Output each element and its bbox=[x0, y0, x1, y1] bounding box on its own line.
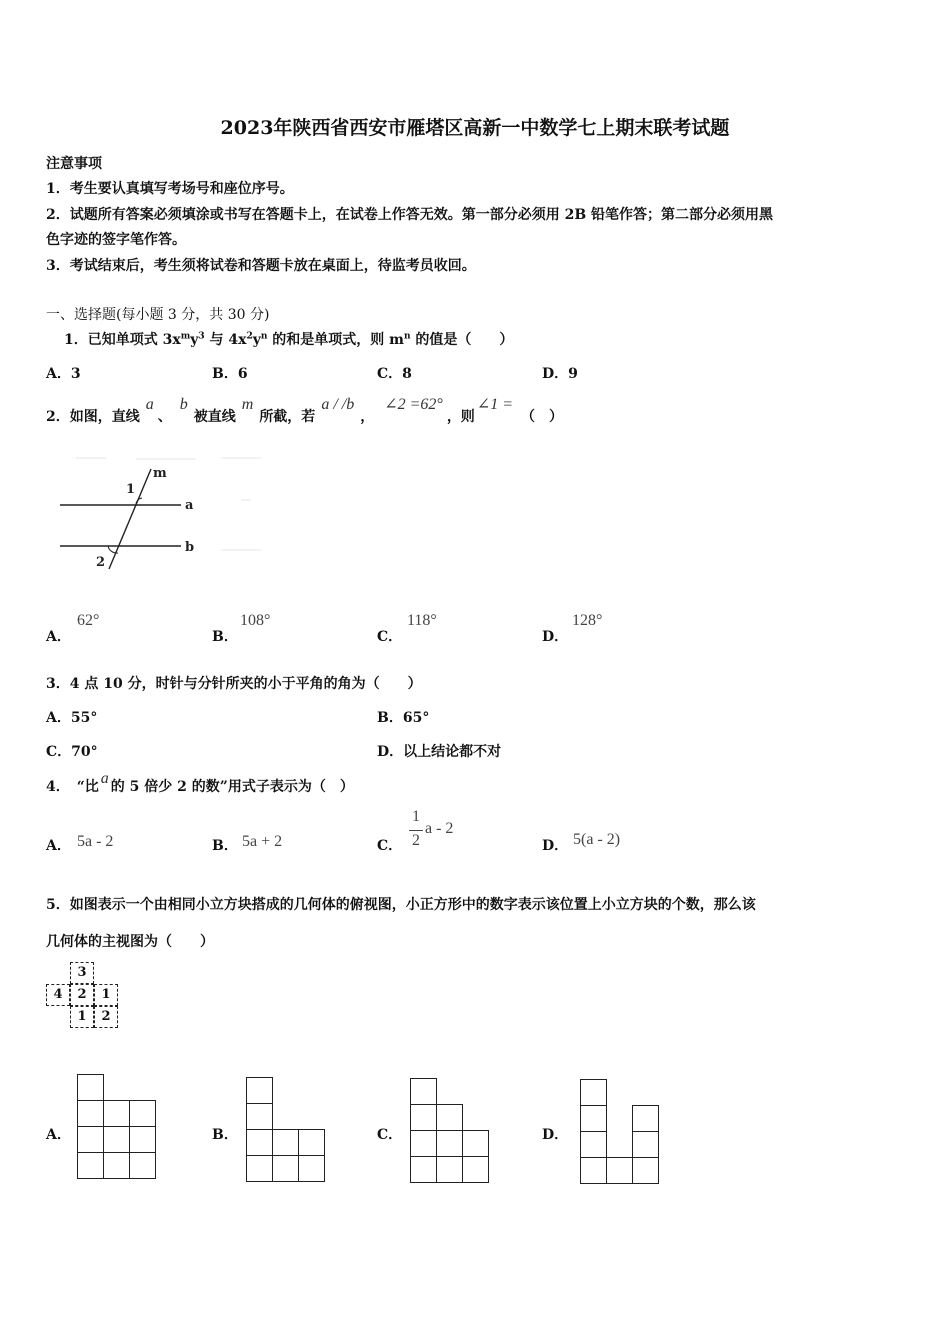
q1-sup-2: 3 bbox=[198, 331, 205, 342]
page-title: 2023年陕西省西安市雁塔区高新一中数学七上期末联考试题 bbox=[220, 117, 730, 139]
label-a: a bbox=[185, 498, 194, 513]
notice-item-1: 1．考生要认真填写考场号和座位序号。 bbox=[46, 181, 294, 197]
label-1: 1 bbox=[126, 482, 136, 497]
q2-condition: a / /b bbox=[321, 396, 355, 413]
q2-p5: ， bbox=[360, 409, 375, 425]
grid-number: 1 bbox=[77, 1009, 87, 1024]
q4-p2: 的 5 倍少 2 的数”用式子表示为（ ） bbox=[110, 779, 354, 795]
q1-sup-5: n bbox=[404, 331, 411, 342]
cube bbox=[298, 1129, 325, 1156]
cube bbox=[246, 1077, 273, 1104]
grid-number: 1 bbox=[101, 987, 111, 1002]
question-4 bbox=[46, 768, 354, 794]
cube bbox=[580, 1105, 607, 1132]
q5-option-d-front-view bbox=[580, 1079, 662, 1187]
cube bbox=[632, 1157, 659, 1184]
q5-top-view bbox=[46, 960, 126, 1030]
cube bbox=[580, 1131, 607, 1158]
q2-p6: ，则 bbox=[446, 409, 475, 425]
q4-p1: 4． “比 bbox=[46, 779, 99, 795]
cube bbox=[246, 1103, 273, 1130]
q5-option-c-front-view bbox=[410, 1078, 492, 1186]
q2-figure bbox=[46, 455, 276, 585]
cube bbox=[77, 1074, 104, 1101]
cube bbox=[103, 1100, 130, 1127]
q2-var-b: b bbox=[179, 396, 188, 413]
q2-option-c-value: 118° bbox=[407, 612, 437, 629]
q2-p4: 所截，若 bbox=[259, 409, 316, 425]
grid-number: 2 bbox=[101, 1009, 111, 1024]
cube bbox=[606, 1157, 633, 1184]
cube bbox=[77, 1152, 104, 1179]
q1-text-f: 的值是（ ） bbox=[410, 332, 514, 348]
q2-angle-1: ∠1 = bbox=[476, 396, 514, 413]
cube bbox=[272, 1129, 299, 1156]
cube bbox=[410, 1104, 437, 1131]
q1-option-d: D．9 bbox=[542, 366, 578, 382]
label-2: 2 bbox=[96, 555, 106, 570]
q5-option-c-label: C． bbox=[377, 1127, 403, 1143]
q5-option-a-front-view bbox=[77, 1074, 159, 1182]
q1-sup-4: n bbox=[260, 331, 268, 342]
question-2 bbox=[46, 394, 563, 424]
q2-p7: （ ） bbox=[521, 409, 564, 425]
cube bbox=[632, 1105, 659, 1132]
question-5-line-1: 5．如图表示一个由相同小立方块搭成的几何体的俯视图，小正方形中的数字表示该位置上小立方块的个数，那么该 bbox=[46, 897, 756, 913]
q2-var-a: a bbox=[145, 396, 154, 413]
q2-option-a-value: 62° bbox=[77, 612, 100, 629]
q1-option-a: A．3 bbox=[46, 366, 81, 382]
q3-option-b: B．65° bbox=[377, 710, 430, 726]
q1-text-d: y bbox=[252, 332, 261, 348]
q4-option-a-value: 5a - 2 bbox=[77, 833, 114, 850]
cube bbox=[77, 1126, 104, 1153]
question-1 bbox=[64, 329, 513, 349]
q1-text-a: 1．已知单项式 3x bbox=[64, 332, 181, 348]
q4-var-a: a bbox=[100, 770, 109, 787]
cube bbox=[246, 1155, 273, 1182]
cube bbox=[246, 1129, 273, 1156]
q4-option-d-label: D． bbox=[542, 838, 569, 854]
q2-option-d-value: 128° bbox=[572, 612, 603, 629]
cube bbox=[580, 1079, 607, 1106]
notice-item-2: 2．试题所有答案必须填涂或书写在答题卡上，在试卷上作答无效。第一部分必须用 2B 铅笔作答；第二部分必须用黑 bbox=[46, 207, 774, 223]
q4-option-c-label: C． bbox=[377, 838, 403, 854]
q1-sup-1: m bbox=[180, 331, 191, 342]
q2-p1: 2．如图，直线 bbox=[46, 409, 140, 425]
cube bbox=[436, 1104, 463, 1131]
label-b: b bbox=[185, 540, 195, 555]
cube bbox=[436, 1130, 463, 1157]
q4-option-c-fraction-bar bbox=[409, 830, 423, 831]
q5-option-a-label: A． bbox=[46, 1127, 71, 1143]
q4-option-b-value: 5a + 2 bbox=[242, 833, 283, 850]
q2-option-b-label: B． bbox=[212, 629, 238, 645]
q2-p3: 被直线 bbox=[193, 409, 236, 425]
cube bbox=[103, 1152, 130, 1179]
q4-option-c-rest: a - 2 bbox=[425, 820, 454, 837]
question-5-line-2: 几何体的主视图为（ ） bbox=[46, 934, 214, 950]
cube bbox=[632, 1131, 659, 1158]
cube bbox=[129, 1100, 156, 1127]
cube bbox=[103, 1126, 130, 1153]
q4-option-c-numerator: 1 bbox=[412, 808, 420, 825]
q5-option-d-label: D． bbox=[542, 1127, 569, 1143]
q1-option-c: C．8 bbox=[377, 366, 412, 382]
cube bbox=[580, 1157, 607, 1184]
grid-number: 3 bbox=[77, 965, 87, 980]
q1-text-c: 与 4x bbox=[204, 332, 247, 348]
q2-option-b-value: 108° bbox=[240, 612, 271, 629]
q2-option-d-label: D． bbox=[542, 629, 569, 645]
grid-number: 4 bbox=[53, 987, 63, 1002]
notice-item-3: 3．考试结束后，考生须将试卷和答题卡放在桌面上，待监考员收回。 bbox=[46, 258, 476, 274]
q2-angle-2: ∠2 =62° bbox=[384, 396, 443, 413]
q3-option-c: C．70° bbox=[46, 744, 98, 760]
section-heading: 一、选择题(每小题 3 分，共 30 分) bbox=[46, 307, 270, 323]
cube bbox=[436, 1156, 463, 1183]
q1-option-b: B．6 bbox=[212, 366, 248, 382]
q1-text-e: 的和是单项式，则 m bbox=[267, 332, 404, 348]
notice-item-2-cont: 色字迹的签字笔作答。 bbox=[46, 232, 186, 248]
cube bbox=[129, 1126, 156, 1153]
cube bbox=[77, 1100, 104, 1127]
q4-option-d-value: 5(a - 2) bbox=[573, 831, 621, 848]
q4-option-b-label: B． bbox=[212, 838, 238, 854]
q1-text-b: y bbox=[190, 332, 199, 348]
q4-option-a-label: A． bbox=[46, 838, 71, 854]
cube bbox=[129, 1152, 156, 1179]
q2-p2: 、 bbox=[157, 409, 172, 425]
cube bbox=[410, 1130, 437, 1157]
cube bbox=[462, 1156, 489, 1183]
label-m: m bbox=[153, 466, 167, 481]
q4-option-c-denominator: 2 bbox=[412, 832, 420, 849]
cube bbox=[298, 1155, 325, 1182]
q2-option-a-label: A． bbox=[46, 629, 71, 645]
q5-option-b-label: B． bbox=[212, 1127, 238, 1143]
cube bbox=[462, 1130, 489, 1157]
cube bbox=[410, 1078, 437, 1105]
q3-option-a: A．55° bbox=[46, 710, 98, 726]
q1-sup-3: 2 bbox=[246, 331, 253, 342]
q2-option-c-label: C． bbox=[377, 629, 403, 645]
scan-noise bbox=[76, 458, 261, 550]
question-3: 3．4 点 10 分，时针与分针所夹的小于平角的角为（ ） bbox=[46, 676, 422, 692]
notice-heading: 注意事项 bbox=[46, 156, 102, 172]
cube bbox=[410, 1156, 437, 1183]
grid-number: 2 bbox=[77, 987, 87, 1002]
cube bbox=[272, 1155, 299, 1182]
q2-var-m: m bbox=[241, 396, 254, 413]
q5-option-b-front-view bbox=[246, 1077, 328, 1185]
q3-option-d: D．以上结论都不对 bbox=[377, 744, 502, 760]
